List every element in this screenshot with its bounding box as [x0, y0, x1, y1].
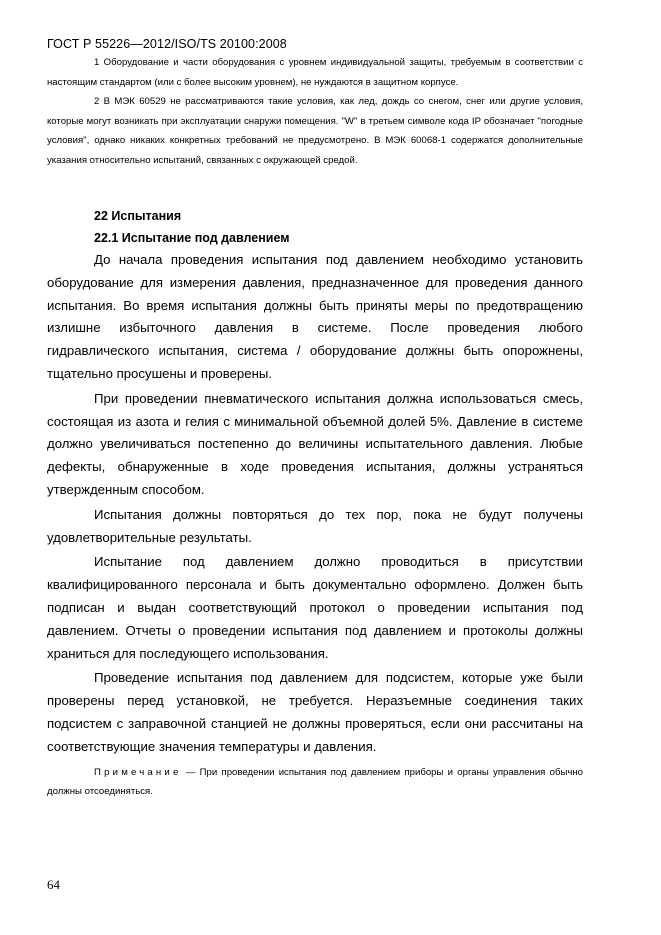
note-label: Примечание [94, 766, 182, 778]
paragraph-2: При проведении пневматического испытания должна использоваться смесь, состоящая из азота и гелия с минимальной объемной долей 5%. Давление в системе должно увеличиваться постепенно до величины испытательного давления. Любые дефекты, обнаруженные в ходе проведения испытания, должны устраняться утвержденным способом. [47, 390, 583, 497]
note-1: 1 Оборудование и части оборудования с уровнем индивидуальной защиты, требуемым в соответствии с настоящим стандартом (или с более высоким уровнем), не нуждаются в защитном корпусе. [47, 57, 583, 88]
paragraph-3: Испытания должны повторяться до тех пор, пока не будут получены удовлетворительные результаты. [47, 506, 583, 545]
subsection-title: 22.1 Испытание под давлением [94, 231, 290, 245]
section-title: 22 Испытания [94, 209, 182, 223]
top-notes [47, 53, 583, 171]
document-header: ГОСТ Р 55226—2012/ISO/TS 20100:2008 [47, 37, 287, 51]
section-22 [47, 205, 583, 802]
section-note [47, 763, 583, 802]
paragraph-4: Испытание под давлением должно проводиться в присутствии квалифицированного персонала и быть документально оформлено. Должен быть подписан и выдан соответствующий протокол о проведении испытания под давлением. Отчеты о проведении испытания под давлением и протоколы должны храниться для последующего использования. [47, 554, 583, 661]
note-text: — При проведении испытания под давлением приборы и органы управления обычно должны отсоединяться. [47, 766, 583, 798]
paragraph-1: До начала проведения испытания под давлением необходимо установить оборудование для измерения давления, предназначенное для проведения данного испытания. Во время испытания должны быть приняты меры по предотвращению излишне избыточного давления в системе. После проведения любого гидравлического испытания, система / оборудование должны быть опорожнены, тщательно просушены и проверены. [47, 252, 583, 381]
paragraph-5: Проведение испытания под давлением для подсистем, которые уже были проверены перед установкой, не требуется. Неразъемные соединения таких подсистем с заправочной станцией не должны проверяться, если они рассчитаны на соответствующие значения температуры и давления. [47, 670, 583, 754]
note-2: 2 В МЭК 60529 не рассматриваются такие условия, как лед, дождь со снегом, снег или другие условия, которые могут возникать при эксплуатации снаружи помещения. "W" в третьем символе кода IP обозначает "погодные условия", однако никаких конкретных требований не предусмотрено. В МЭК 60068-1 содержатся дополнительные указания относительно испытаний, связанных с окружающей средой. [47, 96, 583, 166]
page-number: 64 [47, 877, 60, 892]
